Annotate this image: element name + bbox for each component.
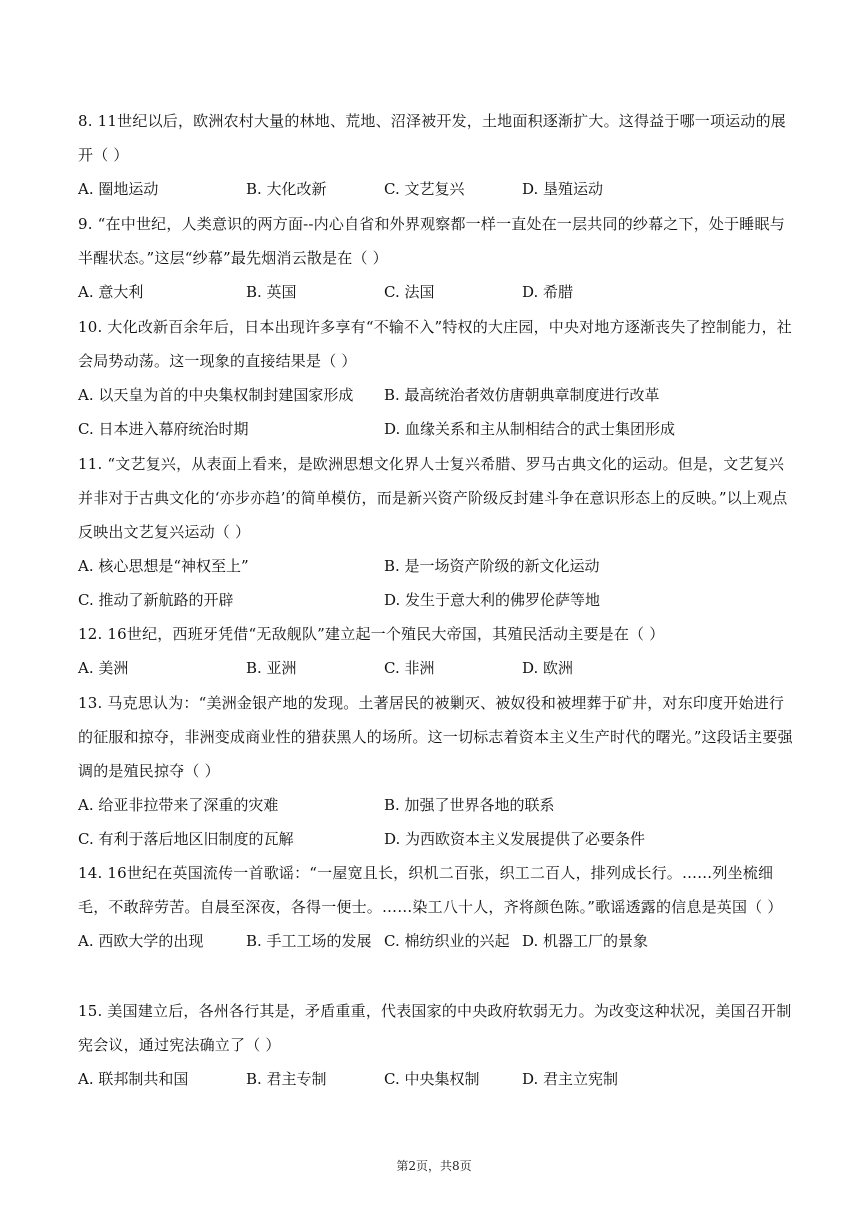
option-b[interactable]: B. 君主专制 [246, 1070, 327, 1088]
option-a[interactable]: A. 意大利 [78, 283, 144, 301]
option-c[interactable]: C. 有利于落后地区旧制度的瓦解 [78, 830, 294, 848]
option-b[interactable]: B. 加强了世界各地的联系 [384, 796, 555, 814]
option-a[interactable]: A. 美洲 [78, 659, 129, 677]
option-d[interactable]: D. 君主立宪制 [522, 1070, 619, 1088]
options-row [78, 412, 793, 446]
option-c[interactable]: C. 日本进入幕府统治时期 [78, 420, 249, 438]
option-b[interactable]: B. 是一场资产阶级的新文化运动 [384, 557, 600, 575]
question-9 [78, 207, 793, 309]
option-a[interactable]: A. 联邦制共和国 [78, 1070, 189, 1088]
question-11 [78, 447, 793, 617]
option-d[interactable]: D. 希腊 [522, 283, 574, 301]
options-row [78, 583, 793, 617]
question-8 [78, 104, 793, 206]
option-d[interactable]: D. 血缘关系和主从制相结合的武士集团形成 [384, 420, 676, 438]
options-row [78, 549, 793, 583]
option-d[interactable]: D. 为西欧资本主义发展提供了必要条件 [384, 830, 646, 848]
question-15 [78, 994, 793, 1096]
option-b[interactable]: B. 英国 [246, 283, 297, 301]
option-b[interactable]: B. 最高统治者效仿唐朝典章制度进行改革 [384, 386, 660, 404]
option-a[interactable]: A. 给亚非拉带来了深重的灾难 [78, 796, 279, 814]
question-14 [78, 856, 793, 958]
option-d[interactable]: D. 垦殖运动 [522, 180, 604, 198]
options-row [78, 172, 793, 206]
options-row [78, 275, 793, 309]
option-a[interactable]: A. 西欧大学的出现 [78, 932, 204, 950]
question-stem: 14. 16世纪在英国流传一首歌谣：“一屋宽且长，织机二百张，织工二百人，排列成长行。……列坐梳细毛，不敢辞劳苦。自晨至深夜，各得一便士。……染工八十人，齐将颜色陈。”歌谣透露的信息是英国（ ） [78, 864, 783, 916]
option-c[interactable]: C. 文艺复兴 [384, 180, 465, 198]
option-a[interactable]: A. 以天皇为首的中央集权制封建国家形成 [78, 386, 354, 404]
option-d[interactable]: D. 欧洲 [522, 659, 574, 677]
option-c[interactable]: C. 非洲 [384, 659, 435, 677]
question-stem: 11. “文艺复兴，从表面上看来，是欧洲思想文化界人士复兴希腊、罗马古典文化的运动。但是，文艺复兴并非对于古典文化的‘亦步亦趋’的简单模仿，而是新兴资产阶级反封建斗争在意识形态上的反映。”以上观点反映出文艺复兴运动（ ） [78, 455, 788, 541]
options-row [78, 822, 793, 856]
question-stem: 13. 马克思认为：“美洲金银产地的发现。土著居民的被剿灭、被奴役和被埋葬于矿井，对东印度开始进行的征服和掠夺，非洲变成商业性的猎获黑人的场所。这一切标志着资本主义生产时代的曙光。”这段话主要强调的是殖民掠夺（ ） [78, 694, 793, 780]
option-a[interactable]: A. 圈地运动 [78, 180, 159, 198]
options-row [78, 651, 793, 685]
question-stem: 15. 美国建立后，各州各行其是，矛盾重重，代表国家的中央政府软弱无力。为改变这种状况，美国召开制宪会议，通过宪法确立了（ ） [78, 1002, 792, 1054]
question-stem: 8. 11世纪以后，欧洲农村大量的林地、荒地、沼泽被开发，土地面积逐渐扩大。这得益于哪一项运动的展开（ ） [78, 112, 786, 164]
option-d[interactable]: D. 机器工厂的景象 [522, 932, 649, 950]
options-row [78, 924, 793, 958]
option-c[interactable]: C. 法国 [384, 283, 435, 301]
options-row [78, 378, 793, 412]
option-b[interactable]: B. 亚洲 [246, 659, 297, 677]
option-d[interactable]: D. 发生于意大利的佛罗伦萨等地 [384, 591, 601, 609]
page-footer: 第2页，共8页 [396, 1159, 472, 1173]
question-10 [78, 310, 793, 446]
question-stem: 12. 16世纪，西班牙凭借“无敌舰队”建立起一个殖民大帝国，其殖民活动主要是在（ ） [78, 625, 665, 643]
option-b[interactable]: B. 大化改新 [246, 180, 327, 198]
option-b[interactable]: B. 手工工场的发展 [246, 932, 372, 950]
option-c[interactable]: C. 中央集权制 [384, 1070, 480, 1088]
option-a[interactable]: A. 核心思想是“神权至上” [78, 557, 249, 575]
question-stem: 10. 大化改新百余年后，日本出现许多享有“不输不入”特权的大庄园，中央对地方逐渐丧失了控制能力，社会局势动荡。这一现象的直接结果是（ ） [78, 318, 792, 370]
option-c[interactable]: C. 棉纺织业的兴起 [384, 932, 510, 950]
question-13 [78, 686, 793, 856]
question-12 [78, 617, 793, 685]
option-c[interactable]: C. 推动了新航路的开辟 [78, 591, 234, 609]
question-stem: 9. “在中世纪，人类意识的两方面--内心自省和外界观察都一样一直处在一层共同的纱幕之下，处于睡眠与半醒状态。”这层“纱幕”最先烟消云散是在（ ） [78, 215, 785, 267]
options-row [78, 1062, 793, 1096]
options-row [78, 788, 793, 822]
